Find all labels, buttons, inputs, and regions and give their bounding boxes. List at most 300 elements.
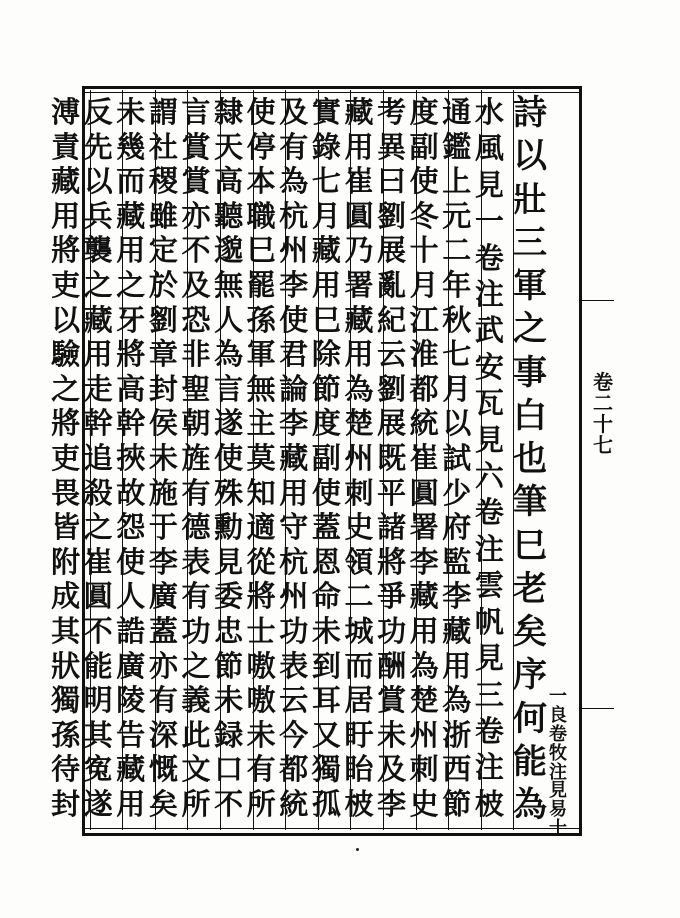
glyph: 何 — [513, 698, 547, 739]
glyph: 矣 — [513, 612, 547, 652]
glyph: 署 — [344, 267, 374, 302]
glyph: 社 — [148, 129, 178, 164]
glyph: 守 — [279, 510, 309, 545]
glyph: 言 — [214, 371, 244, 406]
glyph: 陵 — [116, 683, 146, 718]
glyph: 使 — [214, 440, 244, 475]
glyph: 藏 — [83, 302, 113, 337]
glyph: 雖 — [148, 198, 178, 233]
glyph: 通 — [442, 95, 472, 129]
glyph: 孤 — [311, 786, 341, 821]
glyph: 藏 — [311, 233, 341, 268]
glyph: 月 — [311, 198, 341, 233]
glyph: 從 — [246, 544, 276, 579]
glyph: 表 — [181, 544, 211, 579]
glyph: 三 — [513, 222, 547, 263]
glyph: 其 — [51, 613, 81, 648]
glyph: 襲 — [83, 233, 113, 268]
glyph: 主 — [246, 406, 276, 441]
glyph: 異 — [377, 129, 407, 164]
glyph: 崔 — [344, 164, 374, 199]
glyph: 藏 — [279, 440, 309, 475]
glyph: 秋 — [442, 302, 472, 337]
glyph: 巳 — [246, 233, 276, 268]
glyph: 李 — [409, 544, 439, 579]
glyph: 表 — [279, 648, 309, 683]
glyph: 署 — [409, 510, 439, 545]
glyph: 劉 — [148, 302, 178, 337]
glyph: 莫 — [246, 440, 276, 475]
glyph: 賞 — [377, 683, 407, 718]
column-rule — [318, 90, 319, 830]
glyph: 有 — [246, 752, 276, 787]
glyph: 為 — [442, 683, 472, 718]
column-rule — [90, 90, 91, 830]
glyph: 邈 — [214, 233, 244, 268]
glyph: 及 — [279, 95, 309, 129]
glyph: 之 — [51, 371, 81, 406]
glyph: 少 — [442, 475, 472, 510]
glyph: 一 — [474, 204, 504, 239]
glyph: 未 — [246, 717, 276, 752]
glyph: 命 — [311, 579, 341, 614]
text-column — [44, 95, 88, 824]
glyph: 聽 — [214, 198, 244, 233]
glyph: 用 — [83, 337, 113, 372]
glyph: 勳 — [214, 510, 244, 545]
glyph: 殊 — [214, 475, 244, 510]
glyph: 之 — [116, 267, 146, 302]
glyph: 云 — [279, 683, 309, 718]
glyph: 待 — [51, 752, 81, 787]
glyph: 君 — [279, 337, 309, 372]
glyph: 展 — [377, 406, 407, 441]
glyph: 李 — [377, 786, 407, 821]
glyph: 到 — [311, 648, 341, 683]
glyph: 施 — [148, 475, 178, 510]
glyph: 事 — [513, 352, 547, 393]
glyph: 度 — [311, 406, 341, 441]
glyph: 安 — [474, 349, 504, 384]
glyph: 諸 — [377, 510, 407, 545]
glyph: 以 — [51, 302, 81, 337]
glyph: 月 — [409, 267, 439, 302]
glyph: 功 — [181, 613, 211, 648]
glyph: 藏 — [116, 198, 146, 233]
glyph: 有 — [148, 683, 178, 718]
glyph: 成 — [51, 579, 81, 614]
glyph: 州 — [279, 579, 309, 614]
glyph: 杭 — [279, 544, 309, 579]
glyph: 廣 — [148, 579, 178, 614]
glyph: 刺 — [409, 752, 439, 787]
glyph: 七 — [311, 164, 341, 199]
glyph: 用 — [344, 129, 374, 164]
glyph: 職 — [246, 198, 276, 233]
glyph: 筆 — [513, 482, 547, 523]
glyph: 高 — [214, 164, 244, 199]
glyph: 恐 — [181, 302, 211, 337]
glyph: 府 — [442, 510, 472, 545]
glyph: 高 — [116, 371, 146, 406]
glyph: 天 — [214, 129, 244, 164]
glyph: 謂 — [148, 95, 178, 129]
glyph: 注 — [474, 531, 504, 566]
glyph: 功 — [377, 613, 407, 648]
glyph: 能 — [83, 648, 113, 683]
glyph: 不 — [83, 613, 113, 648]
glyph: 見 — [214, 544, 244, 579]
glyph: 軍 — [513, 266, 547, 306]
column-rule — [155, 90, 156, 830]
glyph: 平 — [377, 475, 407, 510]
glyph: 蓋 — [311, 510, 341, 545]
glyph: 嗷 — [246, 683, 276, 718]
column-rule — [416, 90, 417, 830]
glyph: 錄 — [311, 129, 341, 164]
glyph: 領 — [344, 544, 374, 579]
glyph: 也 — [513, 439, 547, 479]
glyph: 都 — [279, 752, 309, 787]
glyph: 所 — [181, 786, 211, 821]
glyph: 封 — [51, 786, 81, 821]
margin-strip — [582, 86, 622, 836]
glyph: 之 — [83, 267, 113, 302]
glyph: 副 — [409, 129, 439, 164]
glyph: 無 — [246, 371, 276, 406]
glyph: 於 — [148, 267, 178, 302]
glyph: 遂 — [83, 786, 113, 821]
glyph: 考 — [377, 95, 407, 129]
glyph: 元 — [442, 198, 472, 233]
glyph: 遂 — [214, 406, 244, 441]
glyph: 為 — [344, 371, 374, 406]
glyph: 反 — [83, 95, 113, 129]
glyph: 有 — [279, 129, 309, 164]
glyph: 驗 — [51, 337, 81, 372]
glyph: 忠 — [214, 613, 244, 648]
inner-bottom-rule — [82, 828, 582, 829]
glyph: 録 — [214, 717, 244, 752]
glyph: 上 — [442, 164, 472, 199]
glyph: 旌 — [181, 440, 211, 475]
glyph: 章 — [148, 337, 178, 372]
glyph: 未 — [148, 440, 178, 475]
glyph: 副 — [311, 440, 341, 475]
glyph: 乃 — [344, 233, 374, 268]
glyph: 十 — [409, 233, 439, 268]
glyph: 蓋 — [148, 613, 178, 648]
glyph: 浙 — [442, 717, 472, 752]
glyph: 鑑 — [442, 129, 472, 164]
glyph: 之 — [181, 648, 211, 683]
glyph: 論 — [279, 371, 309, 406]
glyph: 將 — [377, 544, 407, 579]
glyph: 不 — [181, 233, 211, 268]
glyph: 將 — [51, 233, 81, 268]
glyph: 藏 — [116, 752, 146, 787]
glyph: 幾 — [116, 129, 146, 164]
glyph: 寃 — [83, 752, 113, 787]
glyph: 兵 — [83, 198, 113, 233]
fish-tail-mark-bottom — [582, 708, 614, 709]
glyph: 度 — [409, 95, 439, 129]
glyph: 二 — [442, 233, 472, 268]
glyph: 盱 — [344, 717, 374, 752]
glyph: 崔 — [83, 544, 113, 579]
glyph: 為 — [279, 164, 309, 199]
glyph: 水 — [474, 95, 504, 129]
glyph: 功 — [279, 613, 309, 648]
glyph: 先 — [83, 129, 113, 164]
glyph: 言 — [181, 95, 211, 129]
glyph: 云 — [377, 337, 407, 372]
glyph: 詩 — [513, 93, 547, 133]
glyph: 為 — [214, 337, 244, 372]
glyph: 獨 — [51, 683, 81, 718]
glyph: 停 — [246, 129, 276, 164]
glyph: 卷 — [474, 495, 504, 530]
glyph: 月 — [442, 371, 472, 406]
glyph: 年 — [442, 267, 472, 302]
glyph: 李 — [279, 406, 309, 441]
glyph: 江 — [409, 302, 439, 337]
glyph: 柀 — [344, 786, 374, 821]
glyph: 亦 — [181, 198, 211, 233]
glyph: 見 — [474, 167, 504, 202]
glyph: 崔 — [409, 440, 439, 475]
column-rule — [187, 90, 188, 830]
column-rule — [448, 90, 449, 830]
glyph: 隸 — [214, 95, 244, 129]
glyph: 吏 — [51, 440, 81, 475]
glyph: 用 — [442, 648, 472, 683]
glyph: 不 — [214, 786, 244, 821]
column-rule — [513, 90, 514, 830]
glyph: 慨 — [148, 752, 178, 787]
column-rule — [122, 90, 123, 830]
glyph: 未 — [377, 717, 407, 752]
glyph: 誥 — [116, 613, 146, 648]
glyph: 賞 — [181, 129, 211, 164]
glyph: 獨 — [311, 752, 341, 787]
glyph: 州 — [409, 717, 439, 752]
glyph: 為 — [409, 648, 439, 683]
glyph: 吏 — [51, 267, 81, 302]
column-rule — [285, 90, 286, 830]
glyph: 刺 — [344, 475, 374, 510]
column-rule — [220, 90, 221, 830]
ink-speck — [356, 848, 359, 851]
glyph: 此 — [181, 717, 211, 752]
glyph: 見 — [474, 641, 504, 676]
glyph: 而 — [344, 648, 374, 683]
glyph: 為 — [513, 785, 547, 825]
glyph: 風 — [474, 131, 504, 166]
glyph: 監 — [442, 544, 472, 579]
glyph: 幹 — [83, 406, 113, 441]
inner-top-rule — [82, 92, 582, 93]
glyph: 以 — [442, 406, 472, 441]
glyph: 非 — [181, 337, 211, 372]
glyph: 知 — [246, 475, 276, 510]
glyph: 柀 — [474, 786, 504, 821]
glyph: 耳 — [311, 683, 341, 718]
glyph: 溥 — [51, 95, 81, 129]
glyph: 武 — [474, 313, 504, 348]
glyph: 圓 — [409, 475, 439, 510]
glyph: 既 — [377, 440, 407, 475]
glyph: 楚 — [344, 406, 374, 441]
glyph: 用 — [344, 337, 374, 372]
glyph: 用 — [311, 267, 341, 302]
glyph: 廣 — [116, 648, 146, 683]
text-column — [508, 93, 552, 825]
glyph: 幹 — [116, 406, 146, 441]
glyph: 本 — [246, 164, 276, 199]
glyph: 今 — [279, 717, 309, 752]
glyph: 注 — [474, 750, 504, 785]
glyph: 有 — [181, 475, 211, 510]
glyph: 除 — [311, 337, 341, 372]
glyph: 之 — [513, 309, 547, 350]
glyph: 嗷 — [246, 648, 276, 683]
glyph: 矣 — [148, 786, 178, 821]
glyph: 居 — [344, 683, 374, 718]
glyph: 孫 — [246, 302, 276, 337]
glyph: 節 — [442, 786, 472, 821]
glyph: 挾 — [116, 440, 146, 475]
glyph: 巳 — [311, 302, 341, 337]
column-rule — [253, 90, 254, 830]
glyph: 聖 — [181, 371, 211, 406]
glyph: 用 — [116, 233, 146, 268]
glyph: 史 — [344, 510, 374, 545]
glyph: 白 — [513, 395, 547, 436]
glyph: 李 — [442, 579, 472, 614]
glyph: 壯 — [513, 179, 547, 220]
glyph: 六 — [474, 459, 504, 494]
glyph: 李 — [279, 267, 309, 302]
glyph: 士 — [246, 613, 276, 648]
glyph: 統 — [409, 406, 439, 441]
glyph: 城 — [344, 613, 374, 648]
glyph: 藏 — [344, 95, 374, 129]
glyph: 史 — [409, 786, 439, 821]
glyph: 稷 — [148, 164, 178, 199]
glyph: 恩 — [311, 544, 341, 579]
glyph: 使 — [409, 164, 439, 199]
glyph: 未 — [116, 95, 146, 129]
glyph: 使 — [311, 475, 341, 510]
glyph: 用 — [51, 198, 81, 233]
glyph: 狀 — [51, 648, 81, 683]
glyph: 于 — [148, 510, 178, 545]
margin-title: 卷 二 十 七 — [593, 370, 613, 457]
glyph: 亂 — [377, 267, 407, 302]
glyph: 用 — [116, 786, 146, 821]
glyph: 適 — [246, 510, 276, 545]
glyph: 定 — [148, 233, 178, 268]
glyph: 附 — [51, 544, 81, 579]
glyph: 卷 — [474, 713, 504, 748]
glyph: 走 — [83, 371, 113, 406]
glyph: 故 — [116, 475, 146, 510]
glyph: 巳 — [513, 525, 547, 566]
glyph: 使 — [116, 544, 146, 579]
glyph: 帆 — [474, 604, 504, 639]
glyph: 怨 — [116, 510, 146, 545]
glyph: 楚 — [409, 683, 439, 718]
glyph: 州 — [344, 440, 374, 475]
glyph: 使 — [279, 302, 309, 337]
glyph: 能 — [513, 741, 547, 782]
fish-tail-mark-top — [582, 300, 614, 301]
column-rule — [383, 90, 384, 830]
glyph: 藏 — [51, 164, 81, 199]
column-rule — [350, 90, 351, 830]
glyph: 序 — [513, 655, 547, 696]
glyph: 七 — [442, 337, 472, 372]
glyph: 冬 — [409, 198, 439, 233]
glyph: 老 — [513, 568, 547, 609]
glyph: 及 — [377, 752, 407, 787]
glyph: 紀 — [377, 302, 407, 337]
glyph: 用 — [409, 613, 439, 648]
glyph: 劉 — [377, 198, 407, 233]
glyph: 未 — [311, 613, 341, 648]
glyph: 封 — [148, 371, 178, 406]
glyph: 實 — [311, 95, 341, 129]
glyph: 圓 — [344, 198, 374, 233]
glyph: 試 — [442, 440, 472, 475]
glyph: 將 — [51, 406, 81, 441]
column-rule — [481, 90, 482, 830]
glyph: 所 — [246, 786, 276, 821]
glyph: 酬 — [377, 648, 407, 683]
glyph: 而 — [116, 164, 146, 199]
glyph: 展 — [377, 233, 407, 268]
glyph: 賞 — [181, 164, 211, 199]
glyph: 節 — [311, 371, 341, 406]
glyph: 人 — [116, 579, 146, 614]
glyph: 孫 — [51, 717, 81, 752]
glyph: 以 — [513, 136, 547, 177]
glyph: 軍 — [246, 337, 276, 372]
glyph: 瓦 — [474, 386, 504, 421]
glyph: 未 — [214, 683, 244, 718]
glyph: 告 — [116, 717, 146, 752]
glyph: 藏 — [409, 579, 439, 614]
glyph: 之 — [83, 510, 113, 545]
glyph: 口 — [214, 752, 244, 787]
glyph: 畏 — [51, 475, 81, 510]
glyph: 李 — [148, 544, 178, 579]
glyph: 三 — [474, 677, 504, 712]
glyph: 州 — [279, 233, 309, 268]
glyph: 罷 — [246, 267, 276, 302]
glyph: 殺 — [83, 475, 113, 510]
glyph: 義 — [181, 683, 211, 718]
glyph: 及 — [181, 267, 211, 302]
glyph: 劉 — [377, 371, 407, 406]
glyph: 其 — [83, 717, 113, 752]
glyph: 統 — [279, 786, 309, 821]
glyph: 眙 — [344, 752, 374, 787]
glyph: 雲 — [474, 568, 504, 603]
glyph: 將 — [116, 337, 146, 372]
glyph: 德 — [181, 510, 211, 545]
